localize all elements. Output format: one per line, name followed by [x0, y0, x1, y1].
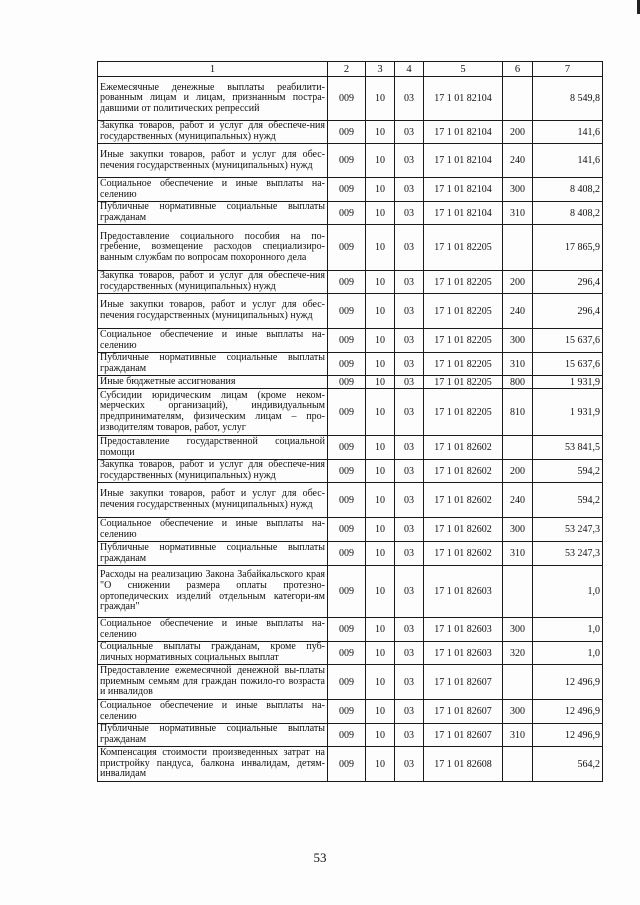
- cell-grbs: 009: [328, 353, 366, 376]
- table-row: [98, 747, 603, 782]
- header-col-3: 3: [366, 62, 395, 77]
- cell-grbs: 009: [328, 202, 366, 225]
- cell-rz: 10: [366, 747, 395, 782]
- cell-vr: 310: [503, 353, 533, 376]
- cell-rz: 10: [366, 178, 395, 202]
- cell-csr: 17 1 01 82602: [424, 483, 503, 518]
- cell-sum: 141,6: [533, 121, 603, 144]
- cell-vr: 200: [503, 271, 533, 294]
- header-col-2: 2: [328, 62, 366, 77]
- cell-sum: 8 408,2: [533, 178, 603, 202]
- table-body: [98, 77, 603, 782]
- table-row: [98, 294, 603, 329]
- cell-pr: 03: [395, 542, 424, 566]
- cell-pr: 03: [395, 144, 424, 178]
- table-row: [98, 483, 603, 518]
- cell-pr: 03: [395, 202, 424, 225]
- cell-csr: 17 1 01 82104: [424, 77, 503, 121]
- cell-name: Предоставление ежемесячной денежной вы-платы приемным семьям для граждан пожило-го возраста и инвалидов: [98, 665, 328, 700]
- cell-sum: 12 496,9: [533, 700, 603, 724]
- cell-sum: 15 637,6: [533, 329, 603, 353]
- cell-vr: [503, 436, 533, 460]
- table-row: [98, 271, 603, 294]
- cell-rz: 10: [366, 700, 395, 724]
- cell-sum: 1 931,9: [533, 389, 603, 436]
- cell-csr: 17 1 01 82104: [424, 121, 503, 144]
- cell-pr: 03: [395, 178, 424, 202]
- table-row: [98, 518, 603, 542]
- cell-grbs: 009: [328, 178, 366, 202]
- cell-pr: 03: [395, 121, 424, 144]
- cell-rz: 10: [366, 389, 395, 436]
- cell-grbs: 009: [328, 121, 366, 144]
- table-row: [98, 700, 603, 724]
- table-row: [98, 77, 603, 121]
- cell-name: Публичные нормативные социальные выплаты гражданам: [98, 202, 328, 225]
- cell-name: Закупка товаров, работ и услуг для обеспече-ния государственных (муниципальных) нужд: [98, 121, 328, 144]
- cell-sum: 564,2: [533, 747, 603, 782]
- cell-name: Социальное обеспечение и иные выплаты на-селению: [98, 618, 328, 642]
- cell-name: Иные бюджетные ассигнования: [98, 376, 328, 389]
- cell-name: Иные закупки товаров, работ и услуг для обес-печения государственных (муниципальных) нужд: [98, 294, 328, 329]
- cell-rz: 10: [366, 353, 395, 376]
- cell-vr: 300: [503, 178, 533, 202]
- table-row: [98, 329, 603, 353]
- cell-grbs: 009: [328, 618, 366, 642]
- cell-sum: 17 865,9: [533, 225, 603, 271]
- table-header: [98, 62, 603, 77]
- cell-csr: 17 1 01 82205: [424, 294, 503, 329]
- cell-sum: 1,0: [533, 642, 603, 665]
- header-col-1: 1: [98, 62, 328, 77]
- cell-grbs: 009: [328, 460, 366, 483]
- cell-rz: 10: [366, 121, 395, 144]
- cell-pr: 03: [395, 665, 424, 700]
- cell-pr: 03: [395, 225, 424, 271]
- cell-grbs: 009: [328, 724, 366, 747]
- cell-rz: 10: [366, 376, 395, 389]
- cell-grbs: 009: [328, 566, 366, 618]
- cell-csr: 17 1 01 82104: [424, 144, 503, 178]
- cell-vr: 810: [503, 389, 533, 436]
- table-row: [98, 460, 603, 483]
- table-row: [98, 225, 603, 271]
- table-row: [98, 389, 603, 436]
- cell-rz: 10: [366, 271, 395, 294]
- cell-pr: 03: [395, 436, 424, 460]
- cell-sum: 594,2: [533, 483, 603, 518]
- cell-name: Предоставление социального пособия на по-гребение, возмещение расходов специализиро-ванным службам по вопросам похоронного дела: [98, 225, 328, 271]
- cell-pr: 03: [395, 566, 424, 618]
- cell-name: Ежемесячные денежные выплаты реабилити-рованным лицам и лицам, признанным постра-давшими от политических репрессий: [98, 77, 328, 121]
- table-row: [98, 353, 603, 376]
- table-row: [98, 436, 603, 460]
- cell-csr: 17 1 01 82608: [424, 747, 503, 782]
- cell-csr: 17 1 01 82607: [424, 700, 503, 724]
- header-row: [98, 62, 603, 77]
- budget-table: [97, 61, 603, 782]
- cell-rz: 10: [366, 665, 395, 700]
- cell-vr: 310: [503, 542, 533, 566]
- table-row: [98, 376, 603, 389]
- cell-rz: 10: [366, 202, 395, 225]
- cell-csr: 17 1 01 82205: [424, 225, 503, 271]
- cell-grbs: 009: [328, 747, 366, 782]
- cell-sum: 296,4: [533, 294, 603, 329]
- table-row: [98, 144, 603, 178]
- cell-rz: 10: [366, 144, 395, 178]
- cell-pr: 03: [395, 460, 424, 483]
- cell-vr: 240: [503, 294, 533, 329]
- cell-rz: 10: [366, 483, 395, 518]
- cell-pr: 03: [395, 700, 424, 724]
- cell-sum: 15 637,6: [533, 353, 603, 376]
- cell-csr: 17 1 01 82104: [424, 178, 503, 202]
- cell-vr: 310: [503, 724, 533, 747]
- cell-sum: 296,4: [533, 271, 603, 294]
- cell-name: Публичные нормативные социальные выплаты гражданам: [98, 353, 328, 376]
- header-col-7: 7: [533, 62, 603, 77]
- cell-rz: 10: [366, 618, 395, 642]
- cell-name: Субсидии юридическим лицам (кроме неком-мерческих организаций), индивидуальным предпринимателям, физическим лицам – про-изводителям товаров, работ, услуг: [98, 389, 328, 436]
- cell-vr: [503, 566, 533, 618]
- cell-sum: 1 931,9: [533, 376, 603, 389]
- cell-grbs: 009: [328, 483, 366, 518]
- cell-vr: 200: [503, 121, 533, 144]
- cell-pr: 03: [395, 389, 424, 436]
- cell-vr: [503, 77, 533, 121]
- cell-vr: [503, 225, 533, 271]
- cell-sum: 8 408,2: [533, 202, 603, 225]
- cell-rz: 10: [366, 566, 395, 618]
- cell-name: Социальные выплаты гражданам, кроме пуб-личных нормативных социальных выплат: [98, 642, 328, 665]
- cell-csr: 17 1 01 82603: [424, 642, 503, 665]
- table-row: [98, 202, 603, 225]
- cell-grbs: 009: [328, 518, 366, 542]
- cell-csr: 17 1 01 82205: [424, 271, 503, 294]
- cell-pr: 03: [395, 353, 424, 376]
- cell-pr: 03: [395, 642, 424, 665]
- cell-rz: 10: [366, 642, 395, 665]
- cell-vr: [503, 747, 533, 782]
- cell-pr: 03: [395, 271, 424, 294]
- table-row: [98, 121, 603, 144]
- cell-vr: 310: [503, 202, 533, 225]
- table-row: [98, 566, 603, 618]
- cell-grbs: 009: [328, 700, 366, 724]
- table-row: [98, 724, 603, 747]
- cell-name: Иные закупки товаров, работ и услуг для обес-печения государственных (муниципальных) нужд: [98, 483, 328, 518]
- cell-name: Иные закупки товаров, работ и услуг для обес-печения государственных (муниципальных) нужд: [98, 144, 328, 178]
- cell-csr: 17 1 01 82104: [424, 202, 503, 225]
- cell-grbs: 009: [328, 436, 366, 460]
- cell-name: Социальное обеспечение и иные выплаты на-селению: [98, 178, 328, 202]
- cell-pr: 03: [395, 483, 424, 518]
- cell-sum: 8 549,8: [533, 77, 603, 121]
- cell-csr: 17 1 01 82607: [424, 724, 503, 747]
- cell-rz: 10: [366, 518, 395, 542]
- cell-sum: 53 247,3: [533, 542, 603, 566]
- cell-vr: 300: [503, 700, 533, 724]
- cell-grbs: 009: [328, 144, 366, 178]
- cell-vr: 240: [503, 144, 533, 178]
- cell-pr: 03: [395, 329, 424, 353]
- cell-grbs: 009: [328, 271, 366, 294]
- cell-vr: 300: [503, 618, 533, 642]
- cell-grbs: 009: [328, 294, 366, 329]
- header-col-4: 4: [395, 62, 424, 77]
- cell-vr: 240: [503, 483, 533, 518]
- cell-pr: 03: [395, 294, 424, 329]
- cell-pr: 03: [395, 747, 424, 782]
- cell-vr: [503, 665, 533, 700]
- cell-csr: 17 1 01 82603: [424, 566, 503, 618]
- cell-rz: 10: [366, 542, 395, 566]
- cell-rz: 10: [366, 329, 395, 353]
- cell-sum: 12 496,9: [533, 665, 603, 700]
- table-row: [98, 665, 603, 700]
- cell-grbs: 009: [328, 376, 366, 389]
- cell-csr: 17 1 01 82205: [424, 353, 503, 376]
- cell-vr: 320: [503, 642, 533, 665]
- table-row: [98, 642, 603, 665]
- cell-csr: 17 1 01 82602: [424, 436, 503, 460]
- cell-name: Предоставление государственной социальной помощи: [98, 436, 328, 460]
- cell-grbs: 009: [328, 542, 366, 566]
- cell-pr: 03: [395, 518, 424, 542]
- cell-grbs: 009: [328, 225, 366, 271]
- cell-csr: 17 1 01 82602: [424, 460, 503, 483]
- cell-grbs: 009: [328, 329, 366, 353]
- cell-rz: 10: [366, 225, 395, 271]
- cell-pr: 03: [395, 376, 424, 389]
- cell-grbs: 009: [328, 665, 366, 700]
- cell-sum: 141,6: [533, 144, 603, 178]
- cell-vr: 300: [503, 518, 533, 542]
- cell-csr: 17 1 01 82205: [424, 329, 503, 353]
- cell-pr: 03: [395, 724, 424, 747]
- cell-sum: 1,0: [533, 566, 603, 618]
- cell-rz: 10: [366, 77, 395, 121]
- cell-name: Публичные нормативные социальные выплаты гражданам: [98, 542, 328, 566]
- cell-sum: 1,0: [533, 618, 603, 642]
- cell-grbs: 009: [328, 389, 366, 436]
- cell-sum: 53 247,3: [533, 518, 603, 542]
- header-col-5: 5: [424, 62, 503, 77]
- cell-rz: 10: [366, 460, 395, 483]
- cell-rz: 10: [366, 294, 395, 329]
- cell-name: Социальное обеспечение и иные выплаты на-селению: [98, 700, 328, 724]
- cell-sum: 12 496,9: [533, 724, 603, 747]
- cell-csr: 17 1 01 82602: [424, 542, 503, 566]
- cell-vr: 300: [503, 329, 533, 353]
- cell-name: Закупка товаров, работ и услуг для обеспече-ния государственных (муниципальных) нужд: [98, 271, 328, 294]
- table-row: [98, 618, 603, 642]
- cell-vr: 200: [503, 460, 533, 483]
- cell-name: Компенсация стоимости произведенных затрат на пристройку пандуса, балкона инвалидам, детям-инвалидам: [98, 747, 328, 782]
- table-row: [98, 178, 603, 202]
- cell-name: Публичные нормативные социальные выплаты гражданам: [98, 724, 328, 747]
- cell-sum: 594,2: [533, 460, 603, 483]
- table-row: [98, 542, 603, 566]
- cell-csr: 17 1 01 82607: [424, 665, 503, 700]
- cell-name: Расходы на реализацию Закона Забайкальского края "О снижении размера оплаты протезно-ортопедических изделий отдельным категори-ям граждан": [98, 566, 328, 618]
- page-number: 53: [313, 850, 327, 865]
- cell-grbs: 009: [328, 642, 366, 665]
- cell-name: Социальное обеспечение и иные выплаты на-селению: [98, 329, 328, 353]
- cell-csr: 17 1 01 82602: [424, 518, 503, 542]
- cell-pr: 03: [395, 618, 424, 642]
- cell-csr: 17 1 01 82603: [424, 618, 503, 642]
- cell-csr: 17 1 01 82205: [424, 376, 503, 389]
- cell-rz: 10: [366, 724, 395, 747]
- cell-csr: 17 1 01 82205: [424, 389, 503, 436]
- cell-name: Социальное обеспечение и иные выплаты на-селению: [98, 518, 328, 542]
- cell-rz: 10: [366, 436, 395, 460]
- cell-name: Закупка товаров, работ и услуг для обеспече-ния государственных (муниципальных) нужд: [98, 460, 328, 483]
- cell-sum: 53 841,5: [533, 436, 603, 460]
- cell-vr: 800: [503, 376, 533, 389]
- header-col-6: 6: [503, 62, 533, 77]
- cell-grbs: 009: [328, 77, 366, 121]
- cell-pr: 03: [395, 77, 424, 121]
